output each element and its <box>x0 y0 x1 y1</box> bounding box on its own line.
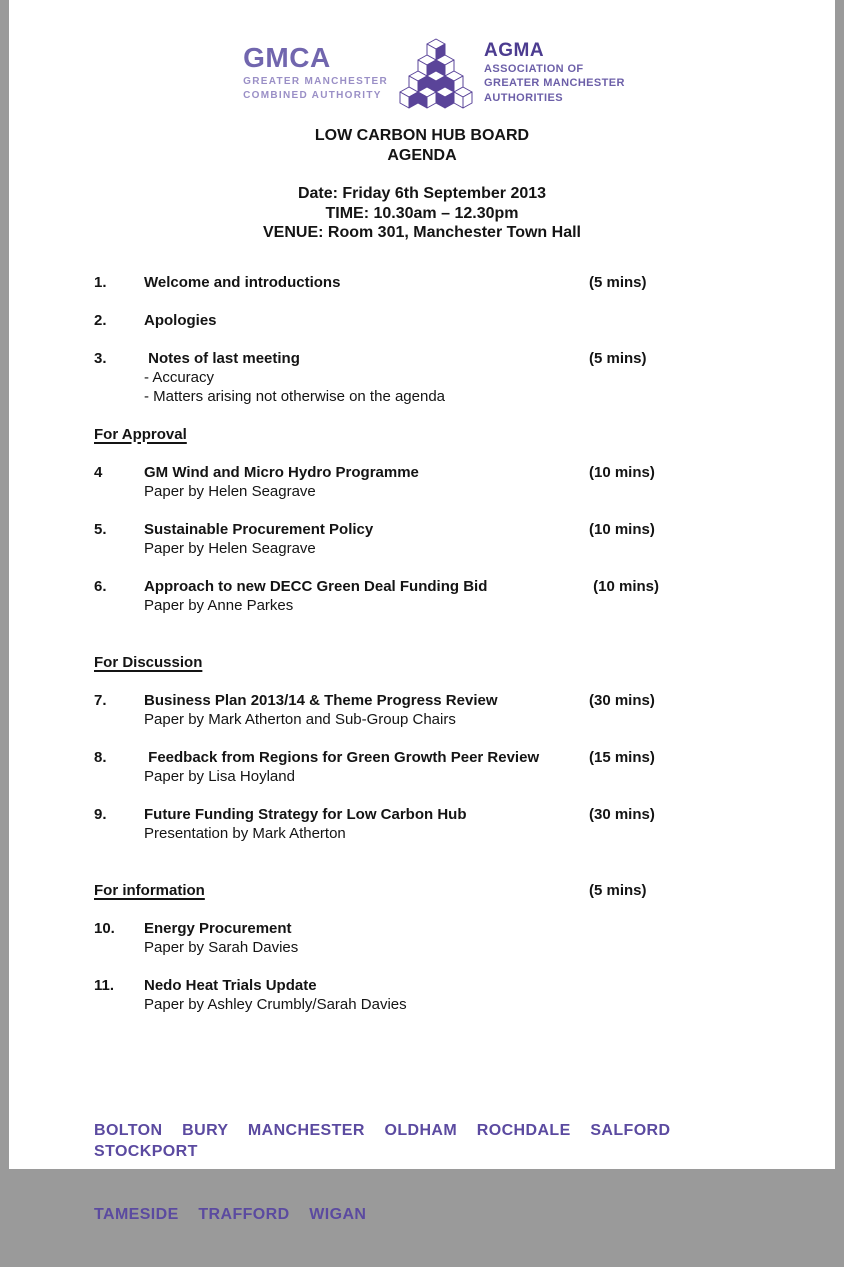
agma-logo <box>484 41 625 105</box>
item-detail: Paper by Mark Atherton and Sub-Group Chairs <box>144 710 456 728</box>
footer-line1: BOLTON BURY MANCHESTER OLDHAM ROCHDALE SALFORD STOCKPORT <box>94 1122 691 1160</box>
footer-authorities <box>94 1078 764 1267</box>
agma-subtitle-line2: GREATER MANCHESTER <box>484 77 625 90</box>
gmca-subtitle-line1: GREATER MANCHESTER <box>243 76 389 87</box>
item-detail: Paper by Ashley Crumbly/Sarah Davies <box>144 995 407 1013</box>
item-time: (10 mins) <box>589 577 660 595</box>
item-number: 9. <box>94 805 107 823</box>
item-title: Energy Procurement <box>144 919 292 937</box>
page-subtitle: AGENDA <box>387 147 457 164</box>
item-number: 4 <box>94 463 103 481</box>
item-title: GM Wind and Micro Hydro Programme <box>144 463 419 481</box>
item-number: 3. <box>94 349 107 367</box>
header-logos <box>21 36 844 110</box>
item-title: Apologies <box>144 311 217 329</box>
gmca-logo <box>243 44 388 102</box>
item-detail: Paper by Helen Seagrave <box>144 539 316 557</box>
meta-venue: VENUE: Room 301, Manchester Town Hall <box>263 224 581 241</box>
meta-time: TIME: 10.30am – 12.30pm <box>325 204 519 222</box>
item-time: (5 mins) <box>589 273 647 291</box>
section-heading-for-discussion: For Discussion <box>94 653 203 671</box>
agma-subtitle-line1: ASSOCIATION OF <box>484 63 584 76</box>
gmca-acronym: GMCA <box>243 42 331 73</box>
agma-subtitle-line3: AUTHORITIES <box>484 91 563 104</box>
agenda-item-2 <box>94 311 750 349</box>
item-time <box>589 919 750 957</box>
item-time: (10 mins) <box>589 463 655 481</box>
item-time <box>589 976 750 1014</box>
item-detail: Paper by Sarah Davies <box>144 938 299 956</box>
item-time: (30 mins) <box>589 805 655 823</box>
item-number: 2. <box>94 311 107 329</box>
item-number: 6. <box>94 577 107 595</box>
item-title: Approach to new DECC Green Deal Funding Bid <box>144 577 488 595</box>
item-time: (5 mins) <box>589 349 647 367</box>
item-subpoint: - Matters arising not otherwise on the agenda <box>144 387 446 405</box>
item-detail: Paper by Anne Parkes <box>144 596 294 614</box>
agma-acronym: AGMA <box>484 40 545 62</box>
item-detail: Paper by Helen Seagrave <box>144 482 316 500</box>
item-title: Notes of last meeting <box>144 349 300 367</box>
agenda-item-7 <box>94 691 750 748</box>
agenda-list <box>9 273 835 1033</box>
item-title: Nedo Heat Trials Update <box>144 976 317 994</box>
agenda-document-page <box>9 0 835 1223</box>
item-number: 8. <box>94 748 107 766</box>
page-title: LOW CARBON HUB BOARD <box>314 127 530 144</box>
section-heading-time: (5 mins) <box>589 881 647 899</box>
agma-cubes-icon <box>398 36 474 110</box>
item-number: 5. <box>94 520 107 538</box>
item-subpoint: - Accuracy <box>144 368 215 386</box>
item-detail: Presentation by Mark Atherton <box>144 824 346 842</box>
agenda-item-8 <box>94 748 750 805</box>
gmca-subtitle-line2: COMBINED AUTHORITY <box>243 89 382 101</box>
item-time: (10 mins) <box>589 520 655 538</box>
item-number: 10. <box>94 919 115 937</box>
item-number: 11. <box>94 976 115 994</box>
meta-date: Date: Friday 6th September 2013 <box>297 185 547 202</box>
item-time: (15 mins) <box>589 748 655 766</box>
item-time <box>589 311 750 330</box>
agenda-item-6 <box>94 577 750 634</box>
item-number: 1. <box>94 273 107 291</box>
item-title: Future Funding Strategy for Low Carbon Hub <box>144 805 467 823</box>
section-heading-for-approval: For Approval <box>94 425 187 443</box>
item-number: 7. <box>94 691 107 709</box>
agenda-item-10 <box>94 919 750 976</box>
section-heading-for-information: For information <box>94 881 205 899</box>
item-title: Welcome and introductions <box>144 273 341 291</box>
agenda-item-3 <box>94 349 750 425</box>
agenda-item-9 <box>94 805 750 862</box>
item-title: Sustainable Procurement Policy <box>144 520 374 538</box>
agenda-item-11 <box>94 976 750 1033</box>
agenda-item-5 <box>94 520 750 577</box>
item-time: (30 mins) <box>589 691 655 709</box>
agenda-item-4 <box>94 463 750 520</box>
item-title: Business Plan 2013/14 & Theme Progress Review <box>144 691 498 709</box>
agenda-item-1 <box>94 273 750 311</box>
item-detail: Paper by Lisa Hoyland <box>144 767 295 785</box>
footer-line2: TAMESIDE TRAFFORD WIGAN <box>94 1206 367 1223</box>
item-title: Feedback from Regions for Green Growth Peer Review <box>144 748 540 766</box>
